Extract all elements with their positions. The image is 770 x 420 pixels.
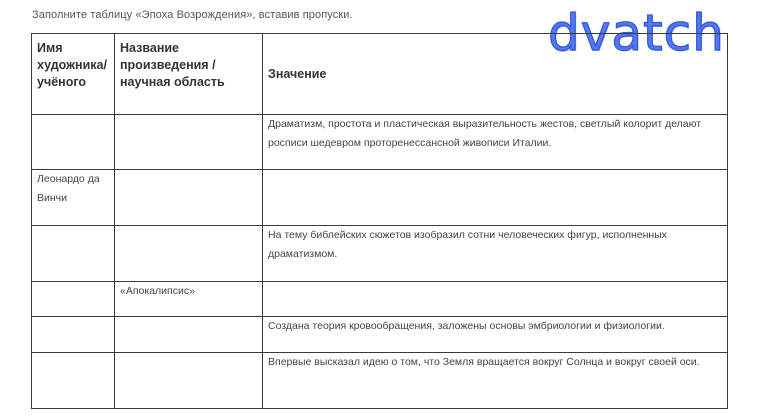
table-cell[interactable] — [115, 317, 263, 353]
table-cell[interactable] — [115, 226, 263, 282]
table-row — [32, 317, 728, 353]
header-significance: Значение — [263, 34, 728, 115]
table-cell[interactable] — [115, 115, 263, 170]
table-cell[interactable] — [115, 353, 263, 409]
table-cell: Леонардо да Винчи — [32, 170, 115, 226]
table-cell: Создана теория кровообращения, заложены основы эмбриологии и физиологии. — [263, 317, 728, 353]
table-cell: «Апокалипсис» — [115, 282, 263, 317]
header-artist: Имя художника/ учёного — [32, 34, 115, 115]
table-row — [32, 226, 728, 282]
table-row — [32, 353, 728, 409]
watermark-logo: dvatch — [548, 4, 725, 62]
table-cell[interactable] — [32, 226, 115, 282]
table-row — [32, 115, 728, 170]
table-row — [32, 170, 728, 226]
instruction-text: Заполните таблицу «Эпоха Возрождения», вставив пропуски. — [32, 9, 353, 21]
table-header-row — [32, 34, 728, 115]
header-work: Название произведения / научная область — [115, 34, 263, 115]
table-row — [32, 282, 728, 317]
table-cell: Впервые высказал идею о том, что Земля вращается вокруг Солнца и вокруг своей оси. — [263, 353, 728, 409]
table-cell[interactable] — [32, 353, 115, 409]
renaissance-table — [31, 33, 728, 409]
table-cell: На тему библейских сюжетов изобразил сотни человеческих фигур, исполненных драматизмом. — [263, 226, 728, 282]
table-cell: Драматизм, простота и пластическая выразительность жестов, светлый колорит делают росписи шедевром проторенессансной живописи Италии. — [263, 115, 728, 170]
table-cell[interactable] — [115, 170, 263, 226]
table-cell[interactable] — [32, 115, 115, 170]
table-cell[interactable] — [32, 282, 115, 317]
table-cell[interactable] — [32, 317, 115, 353]
table-cell[interactable] — [263, 282, 728, 317]
table-cell[interactable] — [263, 170, 728, 226]
